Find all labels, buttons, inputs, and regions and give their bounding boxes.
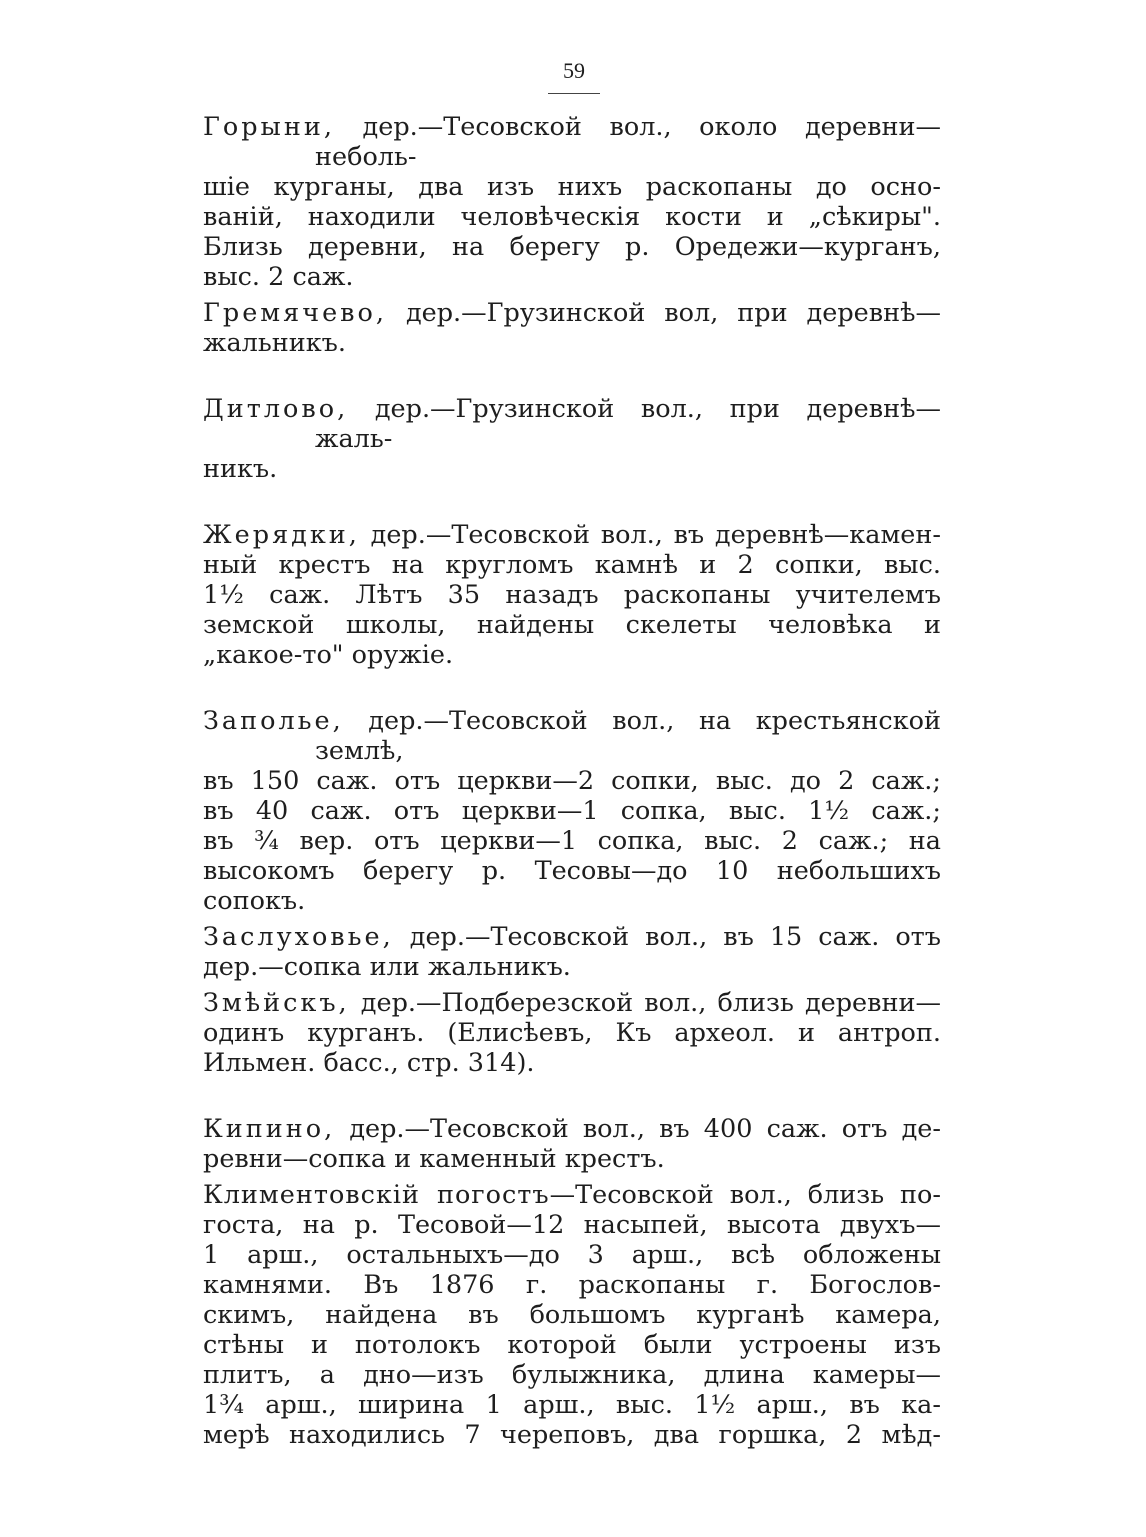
headword: Климентовскій погостъ [203,1180,550,1210]
entry-text: дер.—Тесовской вол., въ деревнѣ—камен- [359,520,941,550]
headword: Змѣйскъ, [203,988,350,1018]
entry-text: госта, на р. Тесовой—12 насыпей, высота двухъ— [203,1210,941,1240]
entry-text: „какое-то" оружіе. [203,640,454,670]
page-number: 59 [563,58,585,83]
entry-text: высокомъ берегу р. Тесовы—до 10 небольшихъ [203,856,941,886]
headword: Дитлово, [203,394,349,424]
entry-text: 1½ саж. Лѣтъ 35 назадъ раскопаны учителемъ [203,580,941,610]
entry-gremyachevo [203,298,941,358]
entry-text: жальникъ. [203,328,347,358]
entry-text: Ильмен. басс., стр. 314). [203,1048,535,1078]
entry-text: дер.—сопка или жальникъ. [203,952,571,982]
headword: Заслуховье, [203,922,394,952]
entry-text: одинъ курганъ. (Елисѣевъ, Къ археол. и антроп. [203,1018,941,1048]
entry-zasluhovye [203,922,941,982]
headword: Гремячево, [203,298,387,328]
entry-text: дер.—Грузинской вол., при деревнѣ—жаль- [315,394,941,454]
entry-zmeysk [203,988,941,1078]
entry-text: дер.—Тесовской вол., въ 400 саж. отъ де- [335,1114,941,1144]
entry-text: 1¾ арш., ширина 1 арш., выс. 1½ арш., въ ка- [203,1390,941,1420]
page-number-rule [548,93,600,94]
entry-text: 1 арш., остальныхъ—до 3 арш., всѣ обложены [203,1240,941,1270]
entry-text: въ 150 саж. отъ церкви—2 сопки, выс. до 2 саж.; [203,766,941,796]
headword: Кипино, [203,1114,336,1144]
entry-text: дер.—Тесовской вол., на крестьянской землѣ, [315,706,941,766]
entry-goryni [203,112,941,292]
entry-text: выс. 2 саж. [203,262,354,292]
entry-ditlovo [203,394,941,484]
entry-text: Близь деревни, на берегу р. Оредежи—курганъ, [203,232,941,262]
entry-text: камнями. Въ 1876 г. раскопаны г. Богослов- [203,1270,941,1300]
document-body [203,112,941,1456]
entry-text: шіе курганы, два изъ нихъ раскопаны до осно- [203,172,941,202]
entry-text: скимъ, найдена въ большомъ курганѣ камера, [203,1300,941,1330]
entry-text: ревни—сопка и каменный крестъ. [203,1144,665,1174]
headword: Жерядки, [203,520,360,550]
entry-zheryadki [203,520,941,670]
entry-text: ваній, находили человѣческія кости и „сѣкиры". [203,202,941,232]
entry-text: никъ. [203,454,278,484]
entry-text: дер.—Тесовской вол., около деревни—неболь- [315,112,941,172]
entry-text: стѣны и потолокъ которой были устроены изъ [203,1330,941,1360]
entry-klimentovskiy-pogost [203,1180,941,1450]
entry-text: сопокъ. [203,886,306,916]
entry-text: земской школы, найдены скелеты человѣка и [203,610,941,640]
entry-text: дер.—Подберезской вол., близь деревни— [349,988,941,1018]
entry-text: мерѣ находились 7 череповъ, два горшка, 2 мѣд- [203,1420,941,1450]
entry-text: —Тесовской вол., близь по- [549,1180,941,1210]
entry-kipino [203,1114,941,1174]
entry-text: дер.—Грузинской вол, при деревнѣ— [386,298,941,328]
entry-text: въ ¾ вер. отъ церкви—1 сопка, выс. 2 саж.; на [203,826,941,856]
entry-text: ный крестъ на кругломъ камнѣ и 2 сопки, выс. [203,550,941,580]
entry-text: плитъ, а дно—изъ булыжника, длина камеры— [203,1360,941,1390]
entry-zapolye [203,706,941,916]
entry-text: въ 40 саж. отъ церкви—1 сопка, выс. 1½ саж.; [203,796,941,826]
headword: Заполье, [203,706,344,736]
entry-text: дер.—Тесовской вол., въ 15 саж. отъ [393,922,941,952]
headword: Горыни, [203,112,335,142]
